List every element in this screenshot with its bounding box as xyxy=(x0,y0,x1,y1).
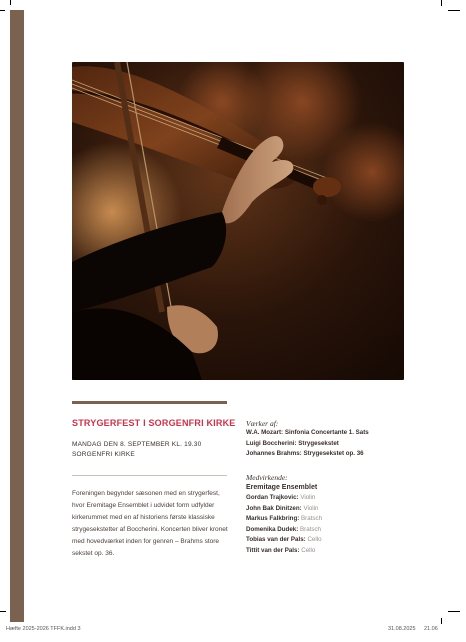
program-item xyxy=(246,449,411,460)
footer-file: Hæfte 2025-2026 TFFK.indd 3 xyxy=(6,626,81,632)
event-info xyxy=(72,440,201,460)
performer-item xyxy=(246,493,411,504)
program-item xyxy=(246,428,411,439)
performer-name: Tobias van der Pals: xyxy=(246,536,306,543)
performer-name: Markus Falkbring: xyxy=(246,515,300,522)
crop-mark xyxy=(441,0,442,6)
performer-name: Gordan Trajkovic: xyxy=(246,494,299,501)
composer: W.A. Mozart: xyxy=(246,429,284,436)
event-venue: SORGENFRI KIRKE xyxy=(72,451,135,458)
instrument: Cello xyxy=(307,536,322,543)
performer-name: Domenika Dudek: xyxy=(246,525,299,533)
instrument: Cello xyxy=(301,546,316,554)
performer-name: Tittit van der Pals: xyxy=(246,546,300,554)
divider xyxy=(72,475,227,476)
instrument: Bratsch xyxy=(300,525,321,533)
title-rule xyxy=(72,401,227,404)
crop-mark xyxy=(441,618,442,624)
piece: Sinfonia Concertante 1. Sats xyxy=(284,429,369,436)
crop-mark xyxy=(448,10,460,11)
performers-section xyxy=(246,473,411,556)
violin-photo xyxy=(72,62,404,380)
event-date: MANDAG DEN 8. SEPTEMBER KL. 19.30 xyxy=(72,441,202,448)
piece: Strygesekstet xyxy=(298,439,339,447)
decorative-side-bar xyxy=(10,10,24,622)
performer-item xyxy=(246,504,411,515)
program-section xyxy=(246,419,411,460)
ensemble-name: Eremitage Ensemblet xyxy=(246,484,318,491)
crop-mark xyxy=(10,0,11,5)
program-item xyxy=(246,439,411,450)
composer: Johannes Brahms: xyxy=(246,450,302,457)
performer-item xyxy=(246,514,411,525)
instrument: Violin xyxy=(303,504,319,512)
event-title: STRYGERFEST I SORGENFRI KIRKE xyxy=(72,418,236,428)
event-description: Foreningen begynder sæsonen med en strygerfest, hvor Eremitage Ensemblet i udvidet form udfylder kirkerummet med en af historiens første klassiske strygesekstetter af Boccherini. Koncerten bliver kronet med hovedværket inden for genren – Brahms store sekstet op. 36. xyxy=(72,490,228,557)
performer-item xyxy=(246,546,411,557)
crop-mark xyxy=(0,10,5,11)
piece: Strygesekstet op. 36 xyxy=(303,450,364,457)
crop-mark xyxy=(0,611,6,612)
program-label: Værker af: xyxy=(246,419,279,428)
instrument: Bratsch xyxy=(301,515,323,522)
performer-name: John Bak Dinitzen: xyxy=(246,504,302,512)
footer-time: 21.06 xyxy=(424,626,438,632)
footer-date: 31.08.2025 xyxy=(388,626,416,632)
instrument: Violin xyxy=(300,494,316,501)
performer-item xyxy=(246,535,411,546)
crop-mark xyxy=(448,611,460,612)
performer-item xyxy=(246,525,411,536)
performers-label: Medvirkende: xyxy=(246,473,288,482)
composer: Luigi Boccherini: xyxy=(246,439,297,447)
